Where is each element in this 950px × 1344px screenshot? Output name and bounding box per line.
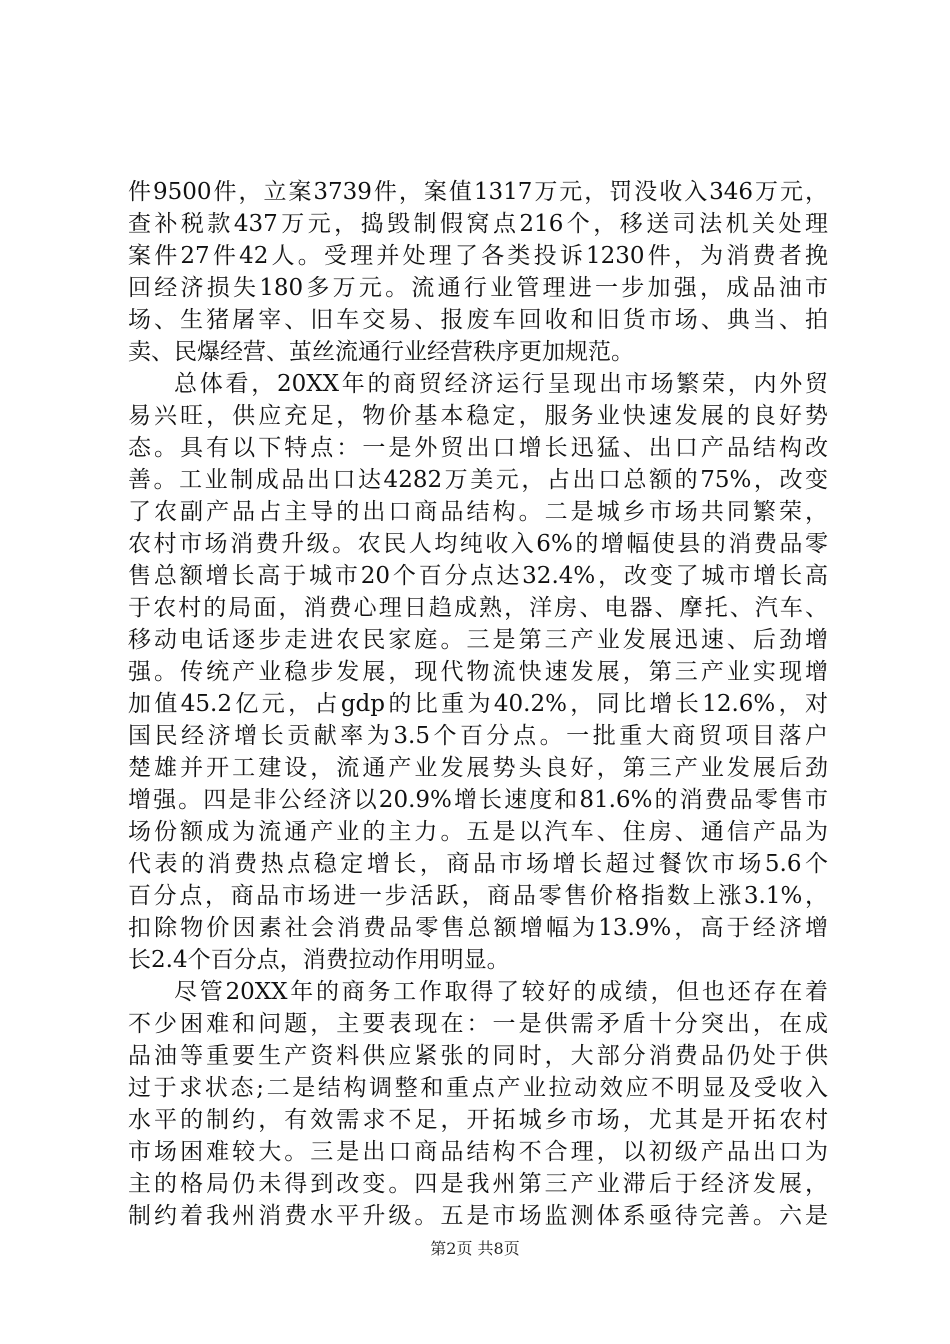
text-line: 国民经济增长贡献率为3.5个百分点。一批重大商贸项目落户 bbox=[128, 723, 828, 749]
text-line: 主的格局仍未得到改变。四是我州第三产业滞后于经济发展， bbox=[128, 1171, 828, 1197]
text-line: 售总额增长高于城市20个百分点达32.4%，改变了城市增长高 bbox=[128, 563, 828, 589]
text-line: 品油等重要生产资料供应紧张的同时，大部分消费品仍处于供 bbox=[128, 1043, 828, 1069]
text-line: 了农副产品占主导的出口商品结构。二是城乡市场共同繁荣， bbox=[128, 499, 828, 525]
text-line: 水平的制约，有效需求不足，开拓城乡市场，尤其是开拓农村 bbox=[128, 1107, 828, 1133]
text-line: 增强。四是非公经济以20.9%增长速度和81.6%的消费品零售市 bbox=[128, 787, 828, 813]
document-body bbox=[128, 176, 828, 1232]
text-line: 场、生猪屠宰、旧车交易、报废车回收和旧货市场、典当、拍 bbox=[128, 307, 828, 333]
text-line: 加值45.2亿元，占gdp的比重为40.2%，同比增长12.6%，对 bbox=[128, 691, 828, 717]
text-line: 查补税款437万元，捣毁制假窝点216个，移送司法机关处理 bbox=[128, 211, 828, 237]
text-line: 回经济损失180多万元。流通行业管理进一步加强，成品油市 bbox=[128, 275, 828, 301]
text-line: 扣除物价因素社会消费品零售总额增幅为13.9%，高于经济增 bbox=[128, 915, 828, 941]
text-line: 农村市场消费升级。农民人均纯收入6%的增幅使县的消费品零 bbox=[128, 531, 828, 557]
text-line: 善。工业制成品出口达4282万美元，占出口总额的75%，改变 bbox=[128, 467, 828, 493]
text-line: 代表的消费热点稳定增长，商品市场增长超过餐饮市场5.6个 bbox=[128, 851, 828, 877]
text-line: 楚雄并开工建设，流通产业发展势头良好，第三产业发展后劲 bbox=[128, 755, 828, 781]
text-line: 易兴旺，供应充足，物价基本稳定，服务业快速发展的良好势 bbox=[128, 403, 828, 429]
text-line: 过于求状态;二是结构调整和重点产业拉动效应不明显及受收入 bbox=[128, 1075, 828, 1101]
text-line: 态。具有以下特点：一是外贸出口增长迅猛、出口产品结构改 bbox=[128, 435, 828, 461]
text-line: 案件27件42人。受理并处理了各类投诉1230件，为消费者挽 bbox=[128, 243, 828, 269]
text-line: 长2.4个百分点，消费拉动作用明显。 bbox=[128, 947, 510, 973]
text-line: 卖、民爆经营、茧丝流通行业经营秩序更加规范。 bbox=[128, 339, 634, 365]
text-line: 尽管20XX年的商务工作取得了较好的成绩，但也还存在着 bbox=[174, 979, 828, 1005]
text-line: 不少困难和问题，主要表现在：一是供需矛盾十分突出，在成 bbox=[128, 1011, 828, 1037]
text-line: 市场困难较大。三是出口商品结构不合理，以初级产品出口为 bbox=[128, 1139, 828, 1165]
text-line: 移动电话逐步走进农民家庭。三是第三产业发展迅速、后劲增 bbox=[128, 627, 828, 653]
text-line: 总体看，20XX年的商贸经济运行呈现出市场繁荣，内外贸 bbox=[174, 371, 828, 397]
text-line: 件9500件，立案3739件，案值1317万元，罚没收入346万元， bbox=[128, 179, 828, 205]
text-line: 百分点，商品市场进一步活跃，商品零售价格指数上涨3.1%， bbox=[128, 883, 828, 909]
page-footer: 第2页 共8页 bbox=[430, 1239, 520, 1258]
text-line: 强。传统产业稳步发展，现代物流快速发展，第三产业实现增 bbox=[128, 659, 828, 685]
text-line: 于农村的局面，消费心理日趋成熟，洋房、电器、摩托、汽车、 bbox=[128, 595, 828, 621]
text-line: 制约着我州消费水平升级。五是市场监测体系亟待完善。六是 bbox=[128, 1203, 828, 1229]
text-line: 场份额成为流通产业的主力。五是以汽车、住房、通信产品为 bbox=[128, 819, 828, 845]
